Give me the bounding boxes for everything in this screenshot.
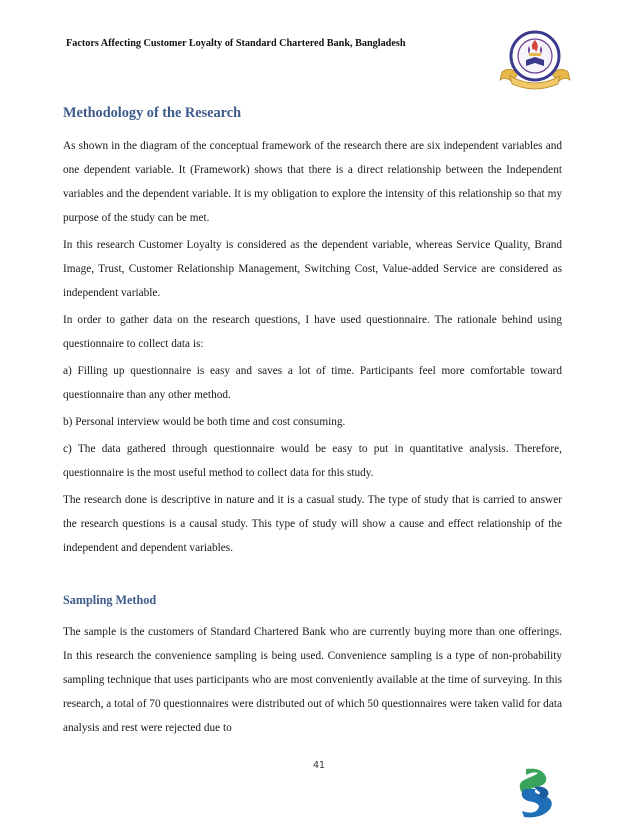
methodology-paragraph-6: c) The data gathered through questionnaire would be easy to put in quantitative analysis. Therefore, questionnaire is the most useful method to collect data for this study. (63, 443, 562, 479)
methodology-paragraph-3: In order to gather data on the research questions, I have used questionnaire. The rationale behind using questionnaire to collect data is: (63, 314, 562, 350)
standard-chartered-logo-icon (508, 763, 564, 819)
methodology-paragraph-5: b) Personal interview would be both time and cost consuming. (63, 416, 346, 428)
page-content (63, 104, 562, 740)
page-number: 41 (312, 760, 326, 771)
methodology-paragraph-2: In this research Customer Loyalty is considered as the dependent variable, whereas Service Quality, Brand Image, Trust, Customer Relationship Management, Switching Cost, Value-added Service are considered as independent variable. (63, 239, 562, 299)
sampling-paragraph: The sample is the customers of Standard Chartered Bank who are currently buying more than one offerings. In this research the convenience sampling is being used. Convenience sampling is a type of non-probability sampling technique that uses participants who are most conveniently available at the time of surveying. In this research, a total of 70 questionnaires were distributed out of which 50 questionnaires were taken valid for data analysis and rest were rejected due to (63, 626, 562, 734)
page-header-title: Factors Affecting Customer Loyalty of Standard Chartered Bank, Bangladesh (66, 38, 406, 49)
sampling-heading: Sampling Method (63, 593, 157, 607)
methodology-paragraph-4: a) Filling up questionnaire is easy and saves a lot of time. Participants feel more comfortable toward questionnaire than any other method. (63, 365, 562, 401)
university-crest-icon (496, 26, 574, 90)
methodology-paragraph-1: As shown in the diagram of the conceptual framework of the research there are six independent variables and one dependent variable. It (Framework) shows that there is a direct relationship between the Independent variables and the dependent variable. It is my obligation to explore the intensity of this relationship so that my purpose of the study can be met. (63, 140, 562, 224)
methodology-heading: Methodology of the Research (63, 105, 242, 121)
methodology-paragraph-7: The research done is descriptive in nature and it is a casual study. The type of study that is carried to answer the research questions is a causal study. This type of study will show a cause and effect relationship of the independent and dependent variables. (63, 494, 562, 554)
